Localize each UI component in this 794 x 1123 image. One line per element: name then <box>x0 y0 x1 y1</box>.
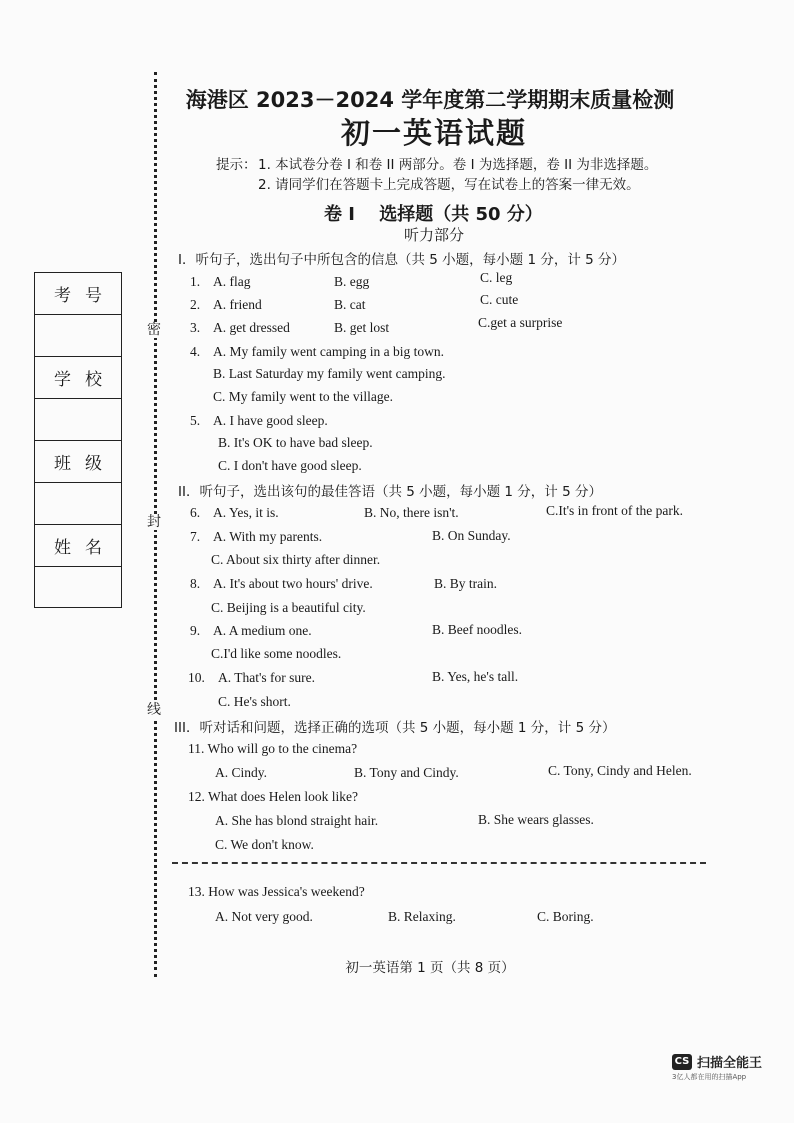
q2-number: 2. <box>190 297 201 312</box>
section-heading: 卷 I 选择题（共 50 分） <box>324 204 543 225</box>
q4-option-b: B. Last Saturday my family went camping. <box>213 366 446 381</box>
q2-option-b: B. cat <box>334 297 366 312</box>
seal-char-mi: 密 <box>147 322 161 338</box>
camscanner-logo-icon: CS <box>672 1054 692 1070</box>
q10-number: 10. <box>188 670 205 685</box>
q12-option-a: A. She has blond straight hair. <box>215 813 379 828</box>
part-1-instruction: I．听句子，选出句子中所包含的信息（共 5 小题，每小题 1 分，计 5 分） <box>178 252 625 268</box>
info-blank-school <box>35 399 121 441</box>
listening-subheading: 听力部分 <box>404 226 465 244</box>
q12-option-b: B. She wears glasses. <box>478 812 594 827</box>
q1-option-c: C. leg <box>480 270 513 285</box>
q12-stem: 12. What does Helen look like? <box>188 789 358 804</box>
q2-option-c: C. cute <box>480 292 519 307</box>
q5-number: 5. <box>190 413 201 428</box>
exam-subject-title: 初一英语试题 <box>340 116 527 150</box>
q7-option-b: B. On Sunday. <box>432 528 511 543</box>
q6-number: 6. <box>190 505 201 520</box>
q5-option-b: B. It's OK to have bad sleep. <box>218 435 373 450</box>
q7-option-a: A. With my parents. <box>213 529 323 544</box>
q6-option-b: B. No, there isn't. <box>364 505 459 520</box>
info-label-school: 学校 <box>35 357 121 399</box>
q8-option-a: A. It's about two hours' drive. <box>213 576 373 591</box>
q9-option-c: C.I'd like some noodles. <box>211 646 342 661</box>
q3-option-b: B. get lost <box>334 320 390 335</box>
watermark-tagline: 3亿人都在用的扫描App <box>672 1073 747 1081</box>
q8-number: 8. <box>190 576 201 591</box>
tips-line-1: 1. 本试卷分卷 I 和卷 II 两部分。卷 I 为选择题，卷 II 为非选择题。 <box>258 157 658 173</box>
q9-option-a: A. A medium one. <box>213 623 312 638</box>
info-label-class: 班级 <box>35 441 121 483</box>
info-label-name: 姓名 <box>35 525 121 567</box>
q11-option-a: A. Cindy. <box>215 765 268 780</box>
q12-option-c: C. We don't know. <box>215 837 314 852</box>
seal-char-xian: 线 <box>147 702 161 718</box>
q5-option-c: C. I don't have good sleep. <box>218 458 362 473</box>
part-3-instruction: III．听对话和问题，选择正确的选项（共 5 小题，每小题 1 分，计 5 分） <box>174 720 616 736</box>
exam-title: 海港区 2023－2024 学年度第二学期期末质量检测 <box>185 88 675 112</box>
part-2-instruction: II．听句子，选出该句的最佳答语（共 5 小题，每小题 1 分，计 5 分） <box>178 484 602 500</box>
student-info-box <box>34 272 122 608</box>
q9-number: 9. <box>190 623 201 638</box>
q1-number: 1. <box>190 274 201 289</box>
tips-line-2: 2. 请同学们在答题卡上完成答题，写在试卷上的答案一律无效。 <box>258 177 640 193</box>
info-label-exam-number: 考号 <box>35 273 121 315</box>
q8-option-b: B. By train. <box>434 576 497 591</box>
info-blank-class <box>35 483 121 525</box>
q7-option-c: C. About six thirty after dinner. <box>211 552 381 567</box>
q10-option-c: C. He's short. <box>218 694 291 709</box>
q6-option-a: A. Yes, it is. <box>213 505 279 520</box>
q11-option-b: B. Tony and Cindy. <box>354 765 459 780</box>
q5-option-a: A. I have good sleep. <box>213 413 328 428</box>
q8-option-c: C. Beijing is a beautiful city. <box>211 600 366 615</box>
q11-option-c: C. Tony, Cindy and Helen. <box>548 763 692 778</box>
info-blank-name <box>35 567 121 609</box>
q10-option-a: A. That's for sure. <box>218 670 316 685</box>
q3-option-a: A. get dressed <box>213 320 290 335</box>
q4-number: 4. <box>190 344 201 359</box>
q13-option-b: B. Relaxing. <box>388 909 456 924</box>
q2-option-a: A. friend <box>213 297 262 312</box>
q13-option-a: A. Not very good. <box>215 909 313 924</box>
scanner-watermark <box>672 1052 762 1071</box>
q1-option-b: B. egg <box>334 274 370 289</box>
info-blank-exam-number <box>35 315 121 357</box>
tips-label: 提示： <box>216 157 257 173</box>
q13-option-c: C. Boring. <box>537 909 594 924</box>
watermark-app-name: 扫描全能王 <box>697 1056 763 1071</box>
page-cut-line <box>172 862 706 864</box>
q4-option-c: C. My family went to the village. <box>213 389 393 404</box>
q3-number: 3. <box>190 320 201 335</box>
q4-option-a: A. My family went camping in a big town. <box>213 344 444 359</box>
seal-char-feng: 封 <box>147 514 161 530</box>
q1-option-a: A. flag <box>213 274 251 289</box>
q11-stem: 11. Who will go to the cinema? <box>188 741 358 756</box>
q9-option-b: B. Beef noodles. <box>432 622 522 637</box>
q10-option-b: B. Yes, he's tall. <box>432 669 519 684</box>
q3-option-c: C.get a surprise <box>478 315 563 330</box>
page-footer: 初一英语第 1 页（共 8 页） <box>345 960 515 976</box>
q6-option-c: C.It's in front of the park. <box>546 503 684 518</box>
q7-number: 7. <box>190 529 201 544</box>
q13-stem: 13. How was Jessica's weekend? <box>188 884 365 899</box>
